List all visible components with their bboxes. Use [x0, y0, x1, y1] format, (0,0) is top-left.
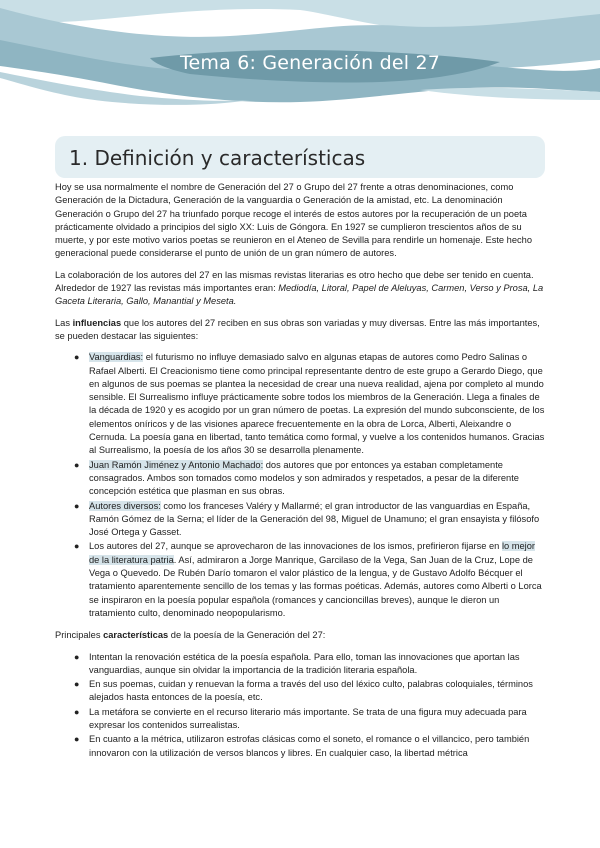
- bullet-icon: ●: [74, 352, 80, 363]
- caracteristicas-paragraph: [55, 629, 545, 642]
- characteristics-list: [55, 651, 545, 760]
- caracteristicas-keyword: características: [103, 630, 169, 641]
- page-title: Tema 6: Generación del 27: [179, 52, 441, 74]
- influencias-pre: Las: [55, 317, 73, 328]
- list-item-text: dos autores que por entonces ya estaban completamente consagrados. Ambos son tomados como modelos y son admirados y respetados, a pesar de la diferente concepción estética que plasman en sus obras.: [89, 459, 519, 497]
- list-item: [55, 651, 545, 678]
- header-banner: [0, 0, 600, 110]
- influencias-post: que los autores del 27 reciben en sus obras son variadas y muy diversas. Entre las más importantes, se pueden destacar las siguientes:: [55, 317, 540, 341]
- influences-list: [55, 351, 545, 620]
- section-title: 1. Definición y características: [69, 146, 366, 170]
- list-item: [55, 678, 545, 705]
- revistas-list: Mediodía, Litoral, Papel de Aleluyas, Carmen, Verso y Prosa, La Gaceta Literaria, Gallo, Manantial y Meseta.: [55, 283, 544, 307]
- bullet-icon: ●: [74, 500, 80, 511]
- list-item-text: La metáfora se convierte en el recurso literario más importante. Se trata de una figura muy adecuada para expresar los contenidos surrealistas.: [89, 706, 527, 730]
- bullet-icon: ●: [74, 459, 80, 470]
- list-item-lead: Autores diversos:: [89, 500, 161, 511]
- list-item-text: como los franceses Valéry y Mallarmé; el gran introductor de las vanguardias en España, Ramón Gómez de la Serna; el líder de la Generación del 98, Miguel de Unamuno; el gran ensayista y filósofo José Ortega y Gasset.: [89, 500, 540, 538]
- list-item-lead: Vanguardias:: [89, 352, 144, 363]
- section-heading-box: [55, 136, 545, 178]
- list-item-text: . Así, admiraron a Jorge Manrique, Garcilaso de la Vega, San Juan de la Cruz, Lope de Vega o Quevedo. De Rubén Darío tomaron el valor plástico de la lengua, y de Gustavo Adolfo Bécquer el tratamiento aparentemente sencillo de los temas y las formas poéticas. Además, autores como Alberti o Lorca se inspiraron en la poesía popular española (romances y cancioncillas breves), aunque le dieron un tratamiento culto, denominado neopopularismo.: [89, 554, 542, 618]
- caracteristicas-pre: Principales: [55, 630, 104, 641]
- document-body: [55, 181, 545, 769]
- revistas-paragraph: [55, 269, 545, 309]
- list-item: [55, 500, 545, 540]
- influencias-keyword: influencias: [72, 317, 122, 328]
- bullet-icon: ●: [74, 706, 80, 717]
- list-item: [55, 733, 545, 760]
- intro-paragraph: Hoy se usa normalmente el nombre de Generación del 27 o Grupo del 27 frente a otras denominaciones, como Generación de la Dictadura, Generación de la vanguardia o Generación de la amistad, etc. La denominación Generación o Grupo del 27 ha triunfado porque recoge el interés de estos autores por la recuperación de un poeta prácticamente olvidado a principios del siglo XX: Luis de Góngora. En 1927 se cumplieron trescientos años de su muerte, y por este motivo varios poetas se reunieron en el Ateneo de Sevilla para rendirle un homenaje. Este hecho generacional puede considerarse el punto de unión de un gran número de autores.: [55, 182, 533, 259]
- list-item: [55, 351, 545, 457]
- revistas-text: La colaboración de los autores del 27 en las mismas revistas literarias es otro hecho que debe ser tenido en cuenta. Alrededor de 1927 las revistas más importantes eran:: [55, 269, 534, 294]
- list-item-text: el futurismo no influye demasiado salvo en algunas etapas de autores como Pedro Salinas o Rafael Alberti. El Creacionismo tiene como principal representante dentro de este grupo a Gerardo Diego, que en algunos de sus poemas se plantea la necesidad de crear una nueva realidad, ajena por completo al mundo sensible. El Surrealismo influye prácticamente sobre todos los miembros de la Generación. Llega a finales de la década de 1920 y es acogido por un gran número de poetas. La expresión del mundo subconsciente, de los elementos oníricos y de las visiones aparece frecuentemente en la obra de Lorca, Alberti, Aleixandre o Cernuda. La poesía gana en libertad, tanto temática como formal, y vuelve a los contenidos humanos. Gracias al Surrealismo, la poesía de los años 30 se desarrolla plenamente.: [89, 352, 545, 456]
- list-item-lead: Juan Ramón Jiménez y Antonio Machado:: [89, 459, 264, 470]
- list-item-highlight: lo mejor de la literatura patria: [89, 541, 536, 565]
- bullet-icon: ●: [74, 541, 80, 552]
- bullet-icon: ●: [74, 734, 80, 745]
- caracteristicas-post: de la poesía de la Generación del 27:: [168, 630, 326, 641]
- bullet-icon: ●: [74, 679, 80, 690]
- list-item: [55, 706, 545, 733]
- list-item-text: Intentan la renovación estética de la poesía española. Para ello, toman las innovaciones que aportan las vanguardias, aunque sin olvidar la importancia de la tradición literaria española.: [89, 651, 520, 675]
- list-item-text: En sus poemas, cuidan y renuevan la forma a través del uso del léxico culto, palabras coloquiales, términos alejados hasta entonces de la poesía, etc.: [89, 679, 533, 703]
- influencias-paragraph: [55, 317, 545, 344]
- bullet-icon: ●: [74, 651, 80, 662]
- list-item-text: En cuanto a la métrica, utilizaron estrofas clásicas como el soneto, el romance o el villancico, pero también innovaron con la utilización de versos blancos y libres. En cualquier caso, la libertad métrica: [89, 734, 530, 758]
- list-item: [55, 540, 545, 620]
- list-item-pre: Los autores del 27, aunque se aprovecharon de las innovaciones de los ismos, prefirieron fijarse en: [89, 541, 502, 552]
- list-item: [55, 459, 545, 499]
